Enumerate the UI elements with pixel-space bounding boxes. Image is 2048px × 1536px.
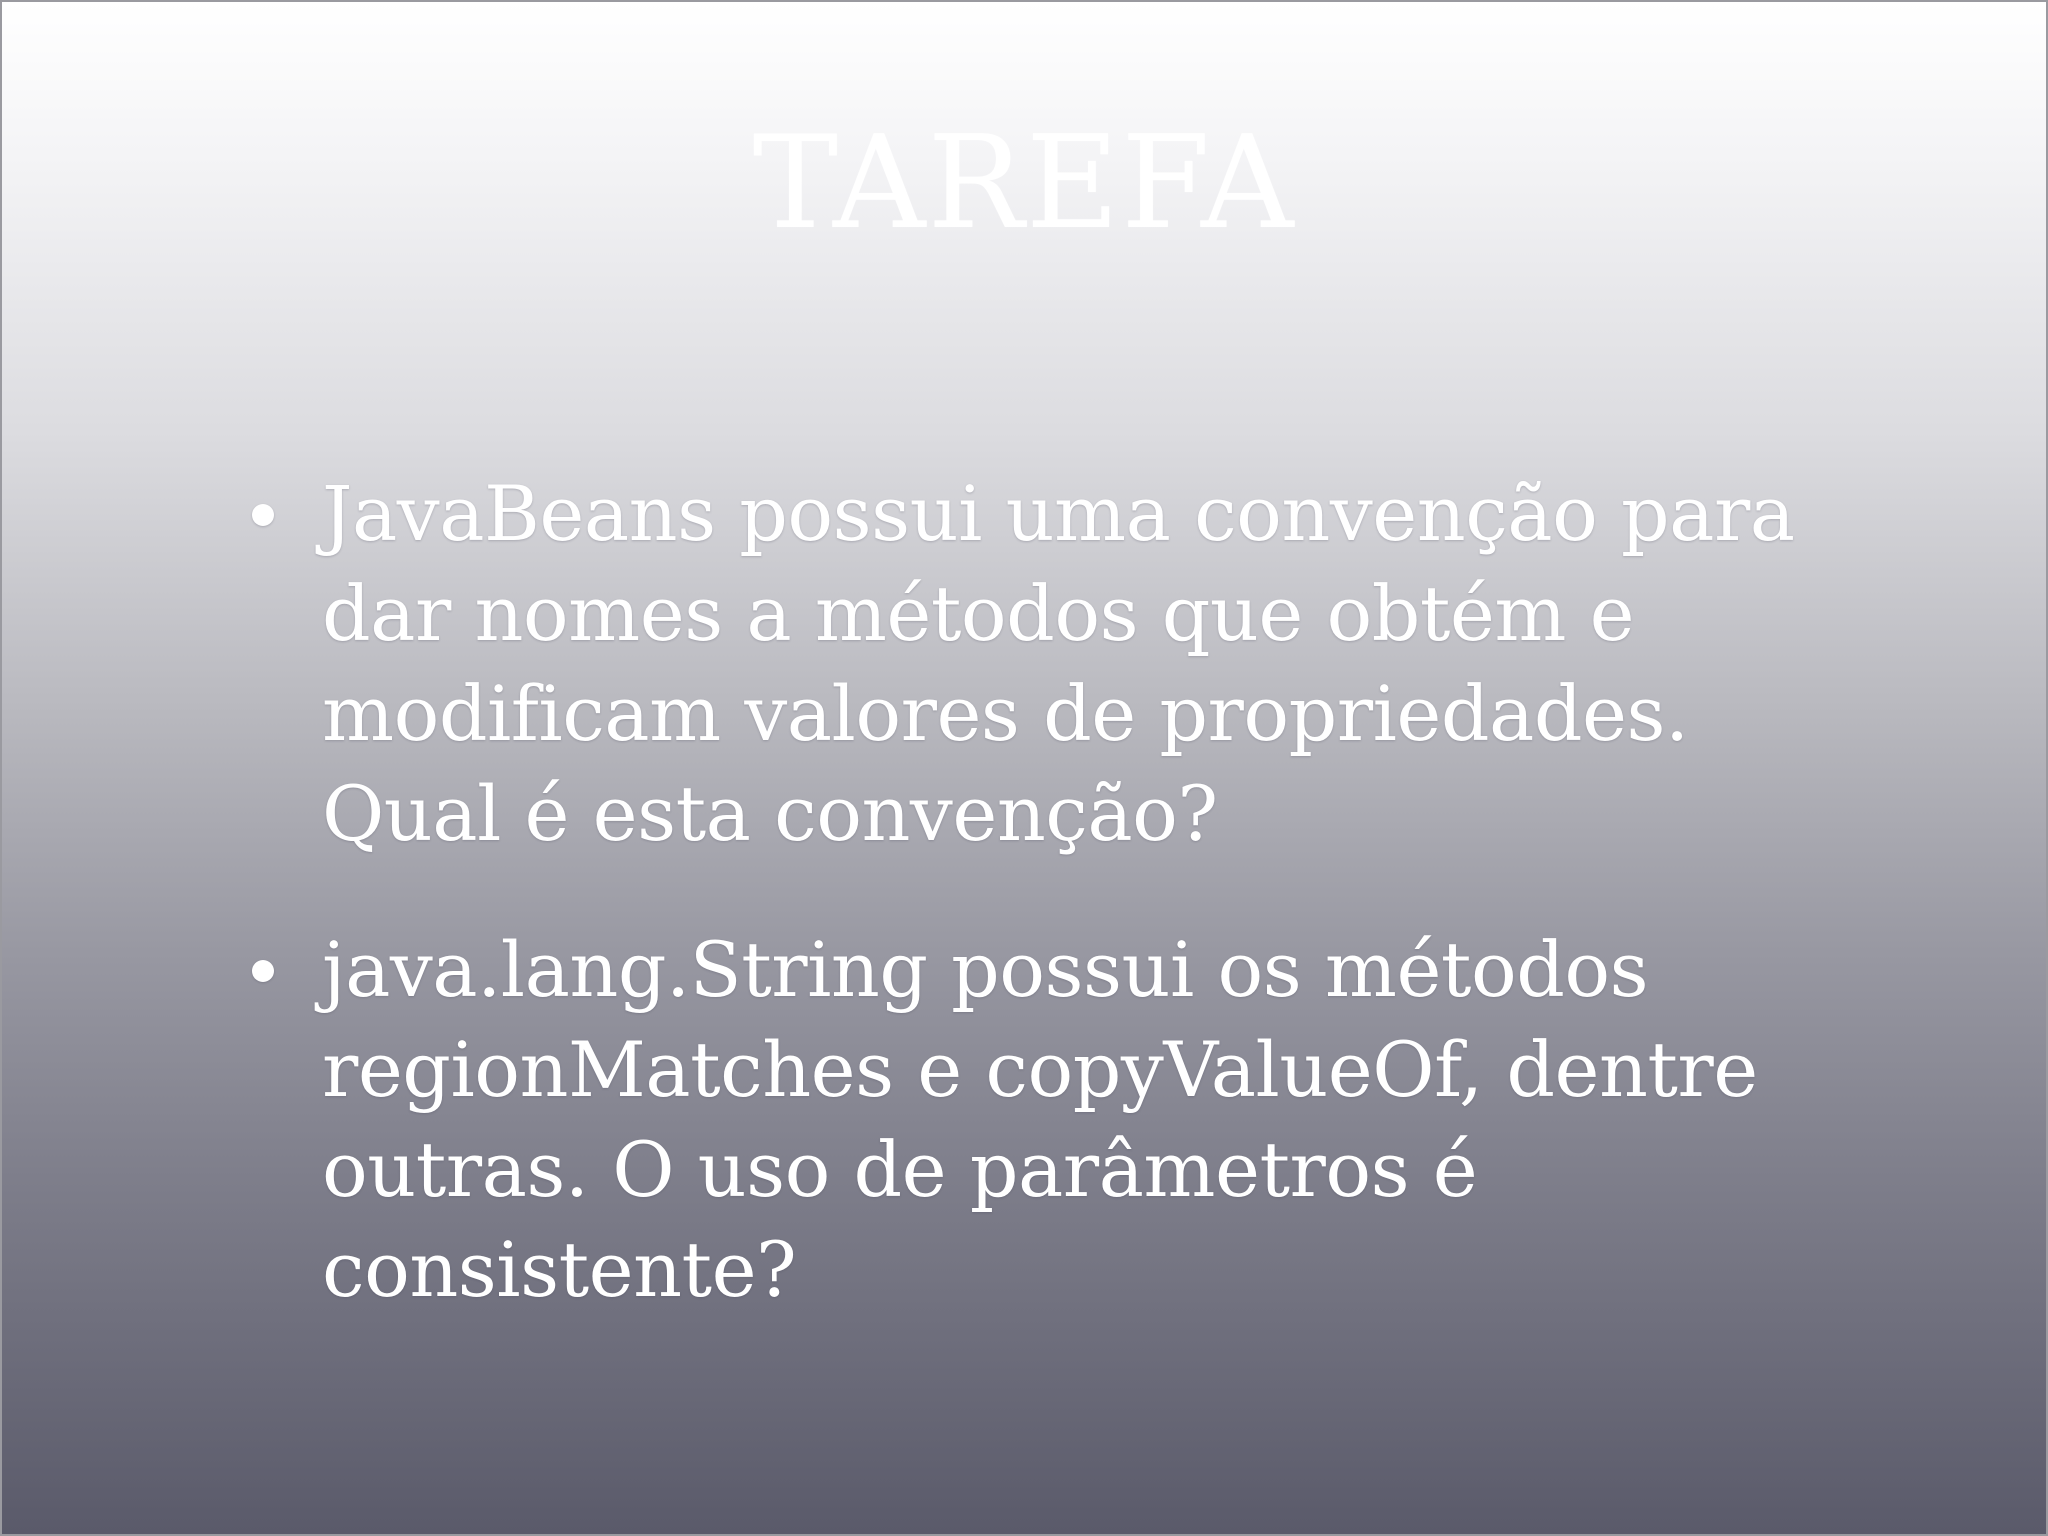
bullet-text: java.lang.String possui os métodos regionMatches e copyValueOf, dentre outras. O uso de parâmetros é consistente? <box>322 925 1758 1314</box>
bullet-icon <box>252 504 274 526</box>
bullet-text: JavaBeans possui uma convenção para dar nomes a métodos que obtém e modificam valores de propriedades. Qual é esta convenção? <box>322 469 1795 858</box>
bullet-list <box>322 464 1842 1376</box>
bullet-item <box>322 464 1842 864</box>
bullet-icon <box>252 960 274 982</box>
bullet-item <box>322 920 1842 1320</box>
slide-title: TAREFA <box>752 109 1296 258</box>
